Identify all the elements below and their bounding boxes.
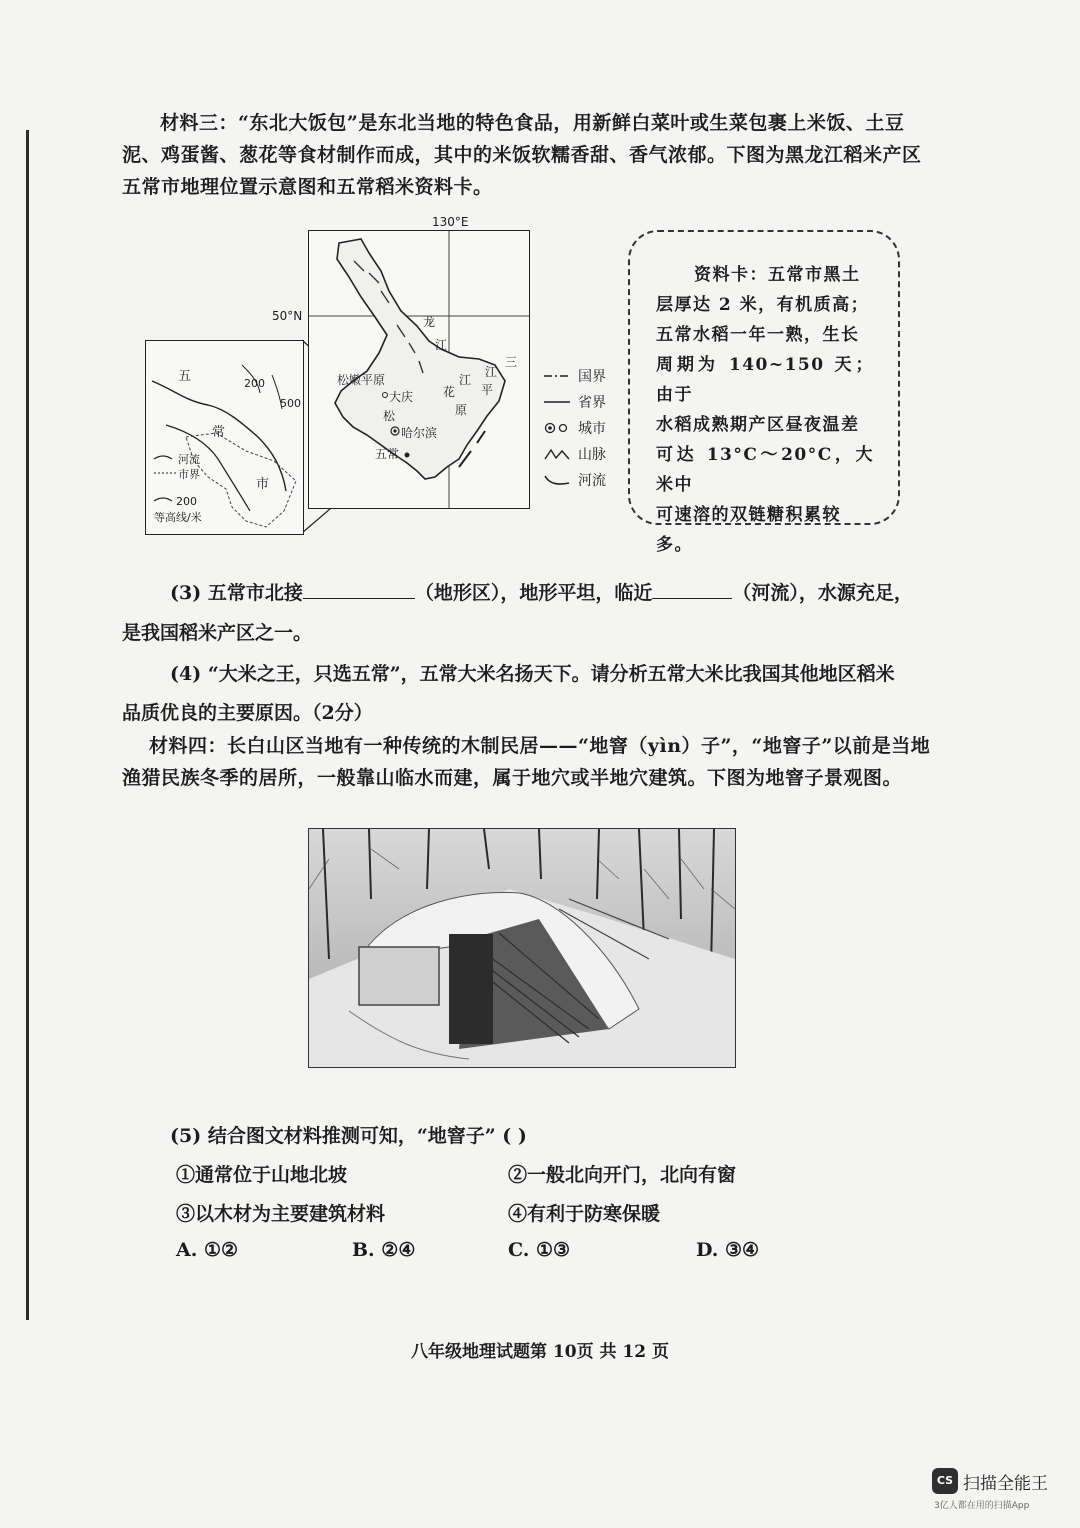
question-3 xyxy=(170,578,913,605)
watermark-tagline: 3亿人都在用的扫描App xyxy=(934,1501,1030,1511)
q5-choice-b[interactable]: B. ②④ xyxy=(352,1239,416,1261)
info-card-line-3: 五常水稻一年一熟，生长 xyxy=(656,325,860,345)
label-jiang3: 江 xyxy=(485,365,498,379)
legend-river: 河流 xyxy=(542,467,606,493)
river-icon xyxy=(542,473,572,487)
q3-text-1: (3) 五常市北接 xyxy=(170,582,303,604)
place-songnen-plain: 松嫩平原 xyxy=(337,373,386,387)
q3-blank-river[interactable] xyxy=(652,580,732,599)
label-hua: 花 xyxy=(443,385,456,399)
label-song: 松 xyxy=(383,409,396,423)
scanner-watermark xyxy=(932,1464,1067,1514)
q5-stem: (5) 结合图文材料推测可知，“地窨子” ( ) xyxy=(170,1125,527,1147)
q4-line-2: 品质优良的主要原因。（2分） xyxy=(122,702,373,724)
q3-blank-landform[interactable] xyxy=(303,580,415,599)
q5-option-4: ④有利于防寒保暖 xyxy=(508,1203,661,1225)
q3-text-2: （地形区），地形平坦，临近 xyxy=(414,582,653,604)
info-card-line-4: 周期为 140~150 天；由于 xyxy=(656,355,874,405)
inset-legend-contour: 等高线/米 xyxy=(154,511,202,524)
page-edge-rule xyxy=(26,130,29,1320)
q3-text-3: （河流），水源充足， xyxy=(732,582,913,604)
label-jiang1: 江 xyxy=(435,338,448,352)
material4-text: 材料四：长白山区当地有一种传统的木制民居——“地窨（yìn）子”，“地窨子”以前是当地渔猎民族冬季的居所，一般靠山临水而建，属于地穴或半地穴建筑。下图为地窨子景观图。 xyxy=(122,735,931,789)
label-san: 三 xyxy=(505,355,518,369)
diyinzi-photo-drawing xyxy=(309,829,735,1067)
contour-200-label: 200 xyxy=(244,377,265,390)
wuchang-inset-map xyxy=(145,340,304,535)
city-icon xyxy=(542,421,572,435)
legend-provincial-border: 省界 xyxy=(542,389,606,415)
q5-option-2: ②一般北向开门，北向有窗 xyxy=(508,1164,737,1186)
mountain-icon xyxy=(542,447,572,461)
latitude-label: 50°N xyxy=(272,309,303,323)
label-long: 龙 xyxy=(423,315,436,329)
inset-label-wu: 五 xyxy=(178,369,192,384)
map-legend xyxy=(542,363,606,493)
material3-text: 材料三：“东北大饭包”是东北当地的特色食品，用新鲜白菜叶或生菜包裹上米饭、土豆泥、鸡蛋酱、葱花等食材制作而成，其中的米饭软糯香甜、香气浓郁。下图为黑龙江稻米产区五常市地理位置示意图和五常稻米资料卡。 xyxy=(122,112,922,198)
place-harbin: 哈尔滨 xyxy=(401,426,438,440)
watermark-app-name: 扫描全能王 xyxy=(963,1474,1048,1494)
place-daqing: 大庆 xyxy=(389,390,414,404)
wuchang-rice-info-card xyxy=(628,230,900,555)
info-card-line-2: 层厚达 2 米，有机质高； xyxy=(656,295,870,315)
q5-option-3: ③以木材为主要建筑材料 xyxy=(176,1203,386,1225)
legend-mountain: 山脉 xyxy=(542,441,606,467)
info-card-line-6: 可达 13°C～20°C，大米中 xyxy=(656,445,874,495)
info-card-line-8: 多。 xyxy=(656,535,693,555)
camscanner-logo-icon: CS xyxy=(932,1468,958,1494)
info-card-title: 资料卡： xyxy=(694,265,768,285)
inset-legend-contour-value: 200 xyxy=(176,495,197,508)
inset-legend-boundary: 市界 xyxy=(178,468,200,481)
label-ping: 平 xyxy=(481,383,494,397)
main-map-frame xyxy=(308,230,530,509)
inset-legend-river: 河流 xyxy=(178,453,200,466)
info-card-line-5: 水稻成熟期产区昼夜温差 xyxy=(656,415,860,435)
inset-label-shi: 市 xyxy=(256,477,270,492)
page-footer: 八年级地理试题第 10页 共 12 页 xyxy=(411,1342,669,1362)
q5-choice-a[interactable]: A. ①② xyxy=(176,1239,239,1261)
label-yuan: 原 xyxy=(455,403,468,417)
heilongjiang-map xyxy=(140,215,620,545)
provincial-border-icon xyxy=(542,395,572,409)
q5-choice-d[interactable]: D. ③④ xyxy=(696,1239,760,1261)
q3-line-2: 是我国稻米产区之一。 xyxy=(122,622,313,644)
contour-500-label: 500 xyxy=(280,397,301,410)
inset-label-chang: 常 xyxy=(212,425,226,440)
label-jiang2: 江 xyxy=(459,373,472,387)
q5-choice-c[interactable]: C. ①③ xyxy=(508,1239,571,1261)
legend-city: 城市 xyxy=(542,415,606,441)
longitude-label: 130°E xyxy=(432,215,469,229)
q5-option-1: ①通常位于山地北坡 xyxy=(176,1164,348,1186)
info-card-line-7: 可速溶的双链糖积累较 xyxy=(656,505,841,525)
national-border-icon xyxy=(542,369,572,383)
info-card-line-1: 五常市黑土 xyxy=(768,265,861,285)
diyinzi-photo xyxy=(308,828,736,1068)
legend-national-border: 国界 xyxy=(542,363,606,389)
place-wuchang: 五常 xyxy=(375,447,400,461)
q4-line-1: (4) “大米之王，只选五常”，五常大米名扬天下。请分析五常大米比我国其他地区稻米 xyxy=(170,663,895,685)
